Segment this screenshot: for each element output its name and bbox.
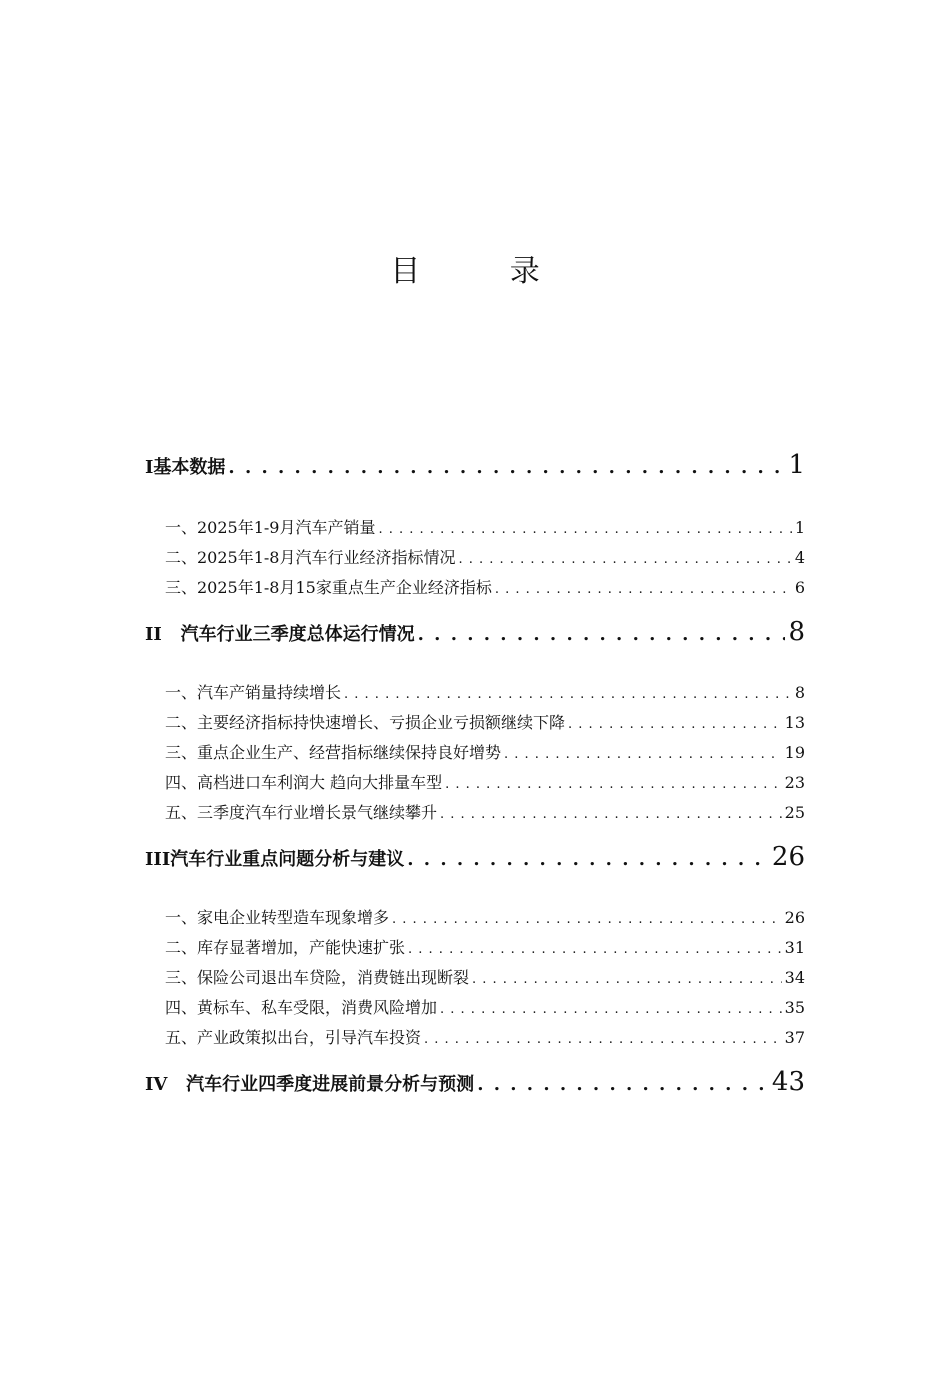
toc-page-number: 34: [784, 968, 805, 987]
toc-section-1[interactable]: [145, 450, 805, 480]
toc-section-label: III汽车行业重点问题分析与建议: [145, 849, 405, 870]
dot-leader: [407, 849, 769, 870]
dot-leader: [344, 687, 792, 702]
toc-page-number: 43: [771, 1067, 805, 1097]
toc-section-2[interactable]: [145, 617, 805, 647]
dot-leader: [408, 942, 782, 957]
toc-item[interactable]: [165, 710, 805, 733]
toc-item-label: 四、高档进口车利润大 趋向大排量车型: [165, 773, 443, 792]
toc-page-number: 1: [788, 450, 805, 480]
toc-item[interactable]: [165, 515, 805, 538]
toc-item-label: 五、三季度汽车行业增长景气继续攀升: [165, 803, 438, 822]
toc-item-label: 三、保险公司退出车贷险，消费链出现断裂: [165, 968, 470, 987]
toc-item[interactable]: [165, 965, 805, 988]
toc-item[interactable]: [165, 935, 805, 958]
toc-page-number: 13: [784, 713, 805, 732]
dot-leader: [495, 582, 792, 597]
toc-page-number: 1: [794, 518, 805, 537]
page-title: 目 录: [390, 254, 580, 289]
toc-section-3[interactable]: [145, 842, 805, 872]
toc-item-label: 一、汽车产销量持续增长: [165, 683, 342, 702]
toc-item[interactable]: [165, 740, 805, 763]
dot-leader: [504, 747, 782, 762]
toc-section-label: II 汽车行业三季度总体运行情况: [145, 624, 415, 645]
toc-page-number: 25: [784, 803, 805, 822]
toc-item-label: 二、2025年1-8月汽车行业经济指标情况: [165, 548, 456, 567]
dot-leader: [445, 777, 782, 792]
toc-page-number: 19: [784, 743, 805, 762]
toc-item-label: 一、家电企业转型造车现象增多: [165, 908, 390, 927]
toc-item-label: 一、2025年1-9月汽车产销量: [165, 518, 376, 537]
toc-item-label: 五、产业政策拟出台，引导汽车投资: [165, 1028, 422, 1047]
dot-leader: [477, 1074, 769, 1095]
dot-leader: [472, 972, 782, 987]
dot-leader: [568, 717, 782, 732]
toc-page-number: 8: [794, 683, 805, 702]
toc-item-label: 四、黄标车、私车受限，消费风险增加: [165, 998, 438, 1017]
dot-leader: [440, 1002, 782, 1017]
toc-page-number: 8: [788, 617, 805, 647]
dot-leader: [379, 522, 792, 537]
toc-section-4[interactable]: [145, 1067, 805, 1097]
toc-item[interactable]: [165, 680, 805, 703]
dot-leader: [424, 1032, 782, 1047]
toc-page-number: 26: [771, 842, 805, 872]
toc-item[interactable]: [165, 905, 805, 928]
toc-page-number: 31: [784, 938, 805, 957]
toc-item-label: 三、2025年1-8月15家重点生产企业经济指标: [165, 578, 492, 597]
dot-leader: [418, 624, 786, 645]
toc-page-number: 6: [794, 578, 805, 597]
toc-section-label: IV 汽车行业四季度进展前景分析与预测: [145, 1074, 475, 1095]
toc-item[interactable]: [165, 1025, 805, 1048]
toc-section-label: I基本数据: [145, 457, 226, 478]
toc-item-label: 二、主要经济指标持快速增长、亏损企业亏损额继续下降: [165, 713, 566, 732]
toc-item-label: 二、库存显著增加，产能快速扩张: [165, 938, 406, 957]
toc-page-number: 37: [784, 1028, 805, 1047]
dot-leader: [228, 457, 785, 478]
dot-leader: [459, 552, 792, 567]
toc-item[interactable]: [165, 575, 805, 598]
toc-page-number: 23: [784, 773, 805, 792]
toc-item-label: 三、重点企业生产、经营指标继续保持良好增势: [165, 743, 502, 762]
toc-page-number: 35: [784, 998, 805, 1017]
toc-item[interactable]: [165, 770, 805, 793]
toc-item[interactable]: [165, 800, 805, 823]
toc-page-number: 4: [794, 548, 805, 567]
toc-page-number: 26: [784, 908, 805, 927]
toc-item[interactable]: [165, 545, 805, 568]
dot-leader: [440, 807, 782, 822]
toc-item[interactable]: [165, 995, 805, 1018]
dot-leader: [392, 912, 782, 927]
